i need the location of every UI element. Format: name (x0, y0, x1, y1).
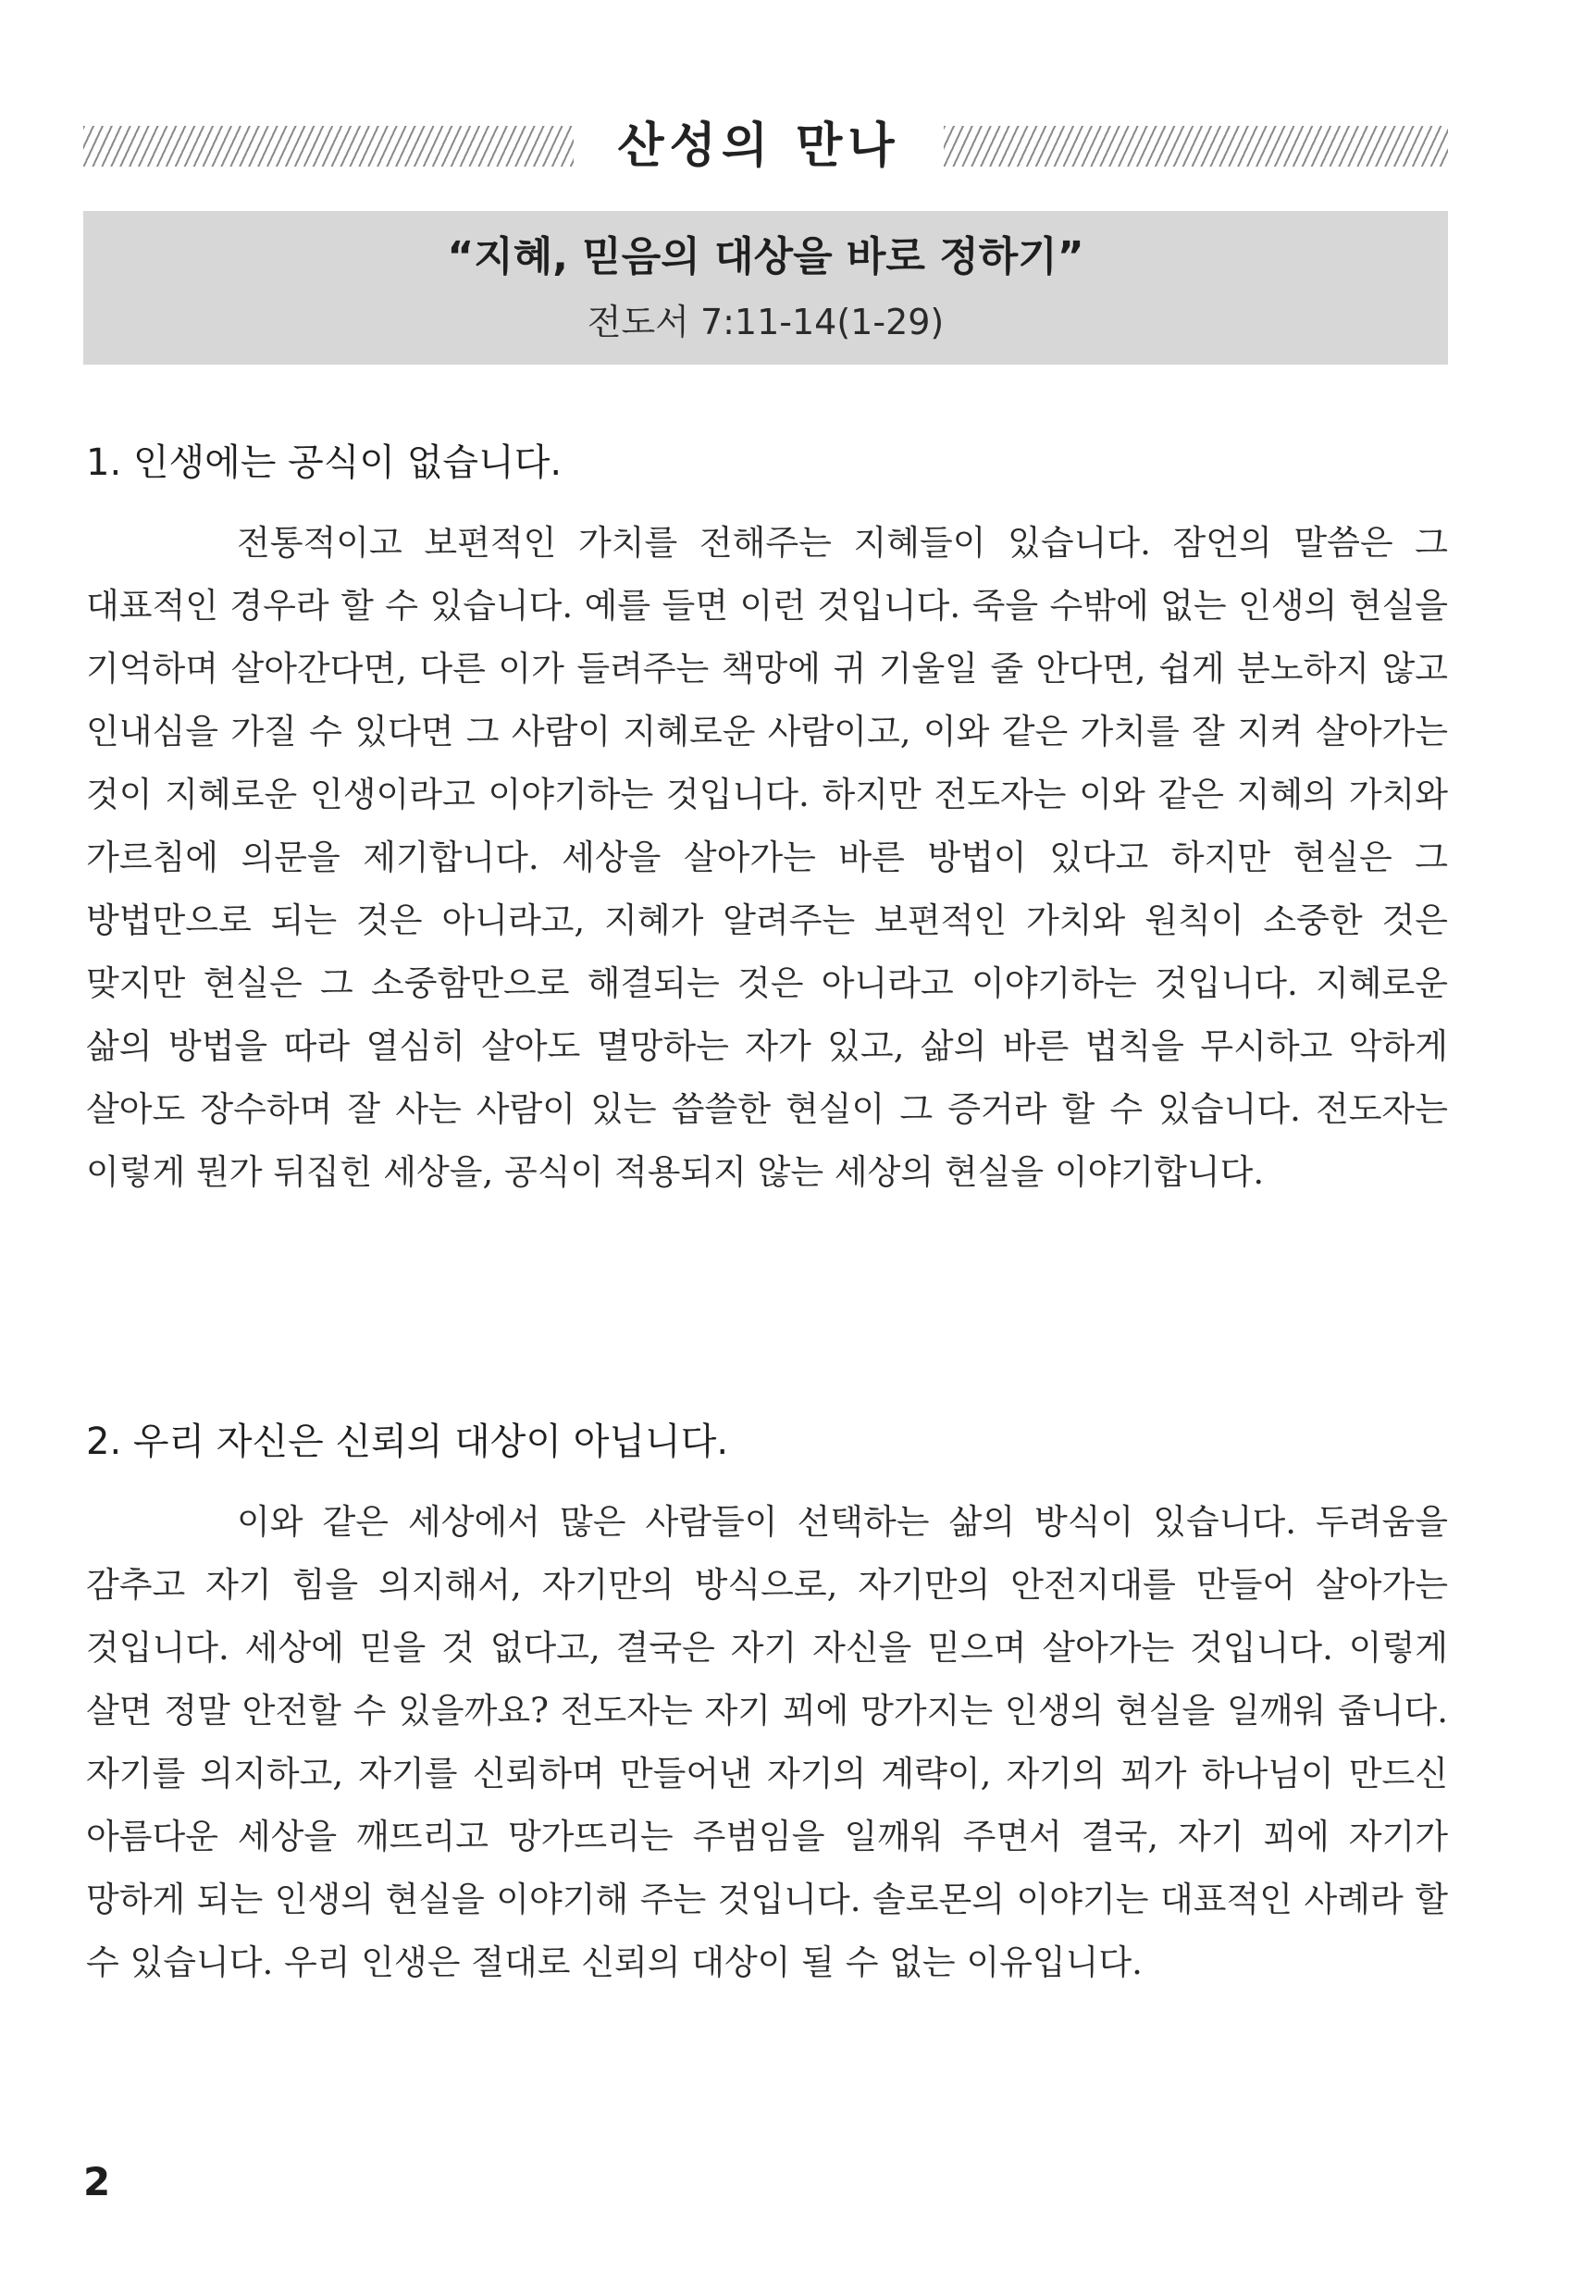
page-number: 2 (83, 2159, 111, 2204)
hatched-bar-right (944, 126, 1448, 167)
section-title: 산성의 만나 (617, 118, 900, 174)
sermon-title-box (83, 211, 1448, 365)
scripture-reference: 전도서 7:11-14(1-29) (587, 302, 945, 342)
section-heading-1: 1. 인생에는 공식이 없습니다. (86, 441, 563, 484)
section-body-1: 전통적이고 보편적인 가치를 전해주는 지혜들이 있습니다. 잠언의 말씀은 그 대표적인 경우라 할 수 있습니다. 예를 들면 이런 것입니다. 죽을 수밖에 없는 인생의 현실을 기억하며 살아간다면, 다른 이가 들려주는 책망에 귀 기울일 줄 안다면, 쉽게 분노하지 않고 인내심을 가질 수 있다면 그 사람이 지혜로운 사람이고, 이와 같은 가치를 잘 지켜 살아가는 것이 지혜로운 인생이라고 이야기하는 것입니다. 하지만 전도자는 이와 같은 지혜의 가치와 가르침에 의문을 제기합니다. 세상을 살아가는 바른 방법이 있다고 하지만 현실은 그 방법만으로 되는 것은 아니라고, 지혜가 알려주는 보편적인 가치와 원칙이 소중한 것은 맞지만 현실은 그 소중함만으로 해결되는 것은 아니라고 이야기하는 것입니다. 지혜로운 삶의 방법을 따라 열심히 살아도 멸망하는 자가 있고, 삶의 바른 법칙을 무시하고 악하게 살아도 장수하며 잘 사는 사람이 있는 씁쓸한 현실이 그 증거라 할 수 있습니다. 전도자는 이렇게 뭔가 뒤집힌 세상을, 공식이 적용되지 않는 세상의 현실을 이야기합니다. (86, 523, 1448, 1192)
sermon-title: “지혜, 믿음의 대상을 바로 정하기” (447, 233, 1084, 280)
section-header (83, 109, 1448, 183)
section-heading-2: 2. 우리 자신은 신뢰의 대상이 아닙니다. (86, 1421, 729, 1463)
hatched-bar-left (83, 126, 574, 167)
section-body-2: 이와 같은 세상에서 많은 사람들이 선택하는 삶의 방식이 있습니다. 두려움을 감추고 자기 힘을 의지해서, 자기만의 방식으로, 자기만의 안전지대를 만들어 살아가는 것입니다. 세상에 믿을 것 없다고, 결국은 자기 자신을 믿으며 살아가는 것입니다. 이렇게 살면 정말 안전할 수 있을까요? 전도자는 자기 꾀에 망가지는 인생의 현실을 일깨워 줍니다. 자기를 의지하고, 자기를 신뢰하며 만들어낸 자기의 계략이, 자기의 꾀가 하나님이 만드신 아름다운 세상을 깨뜨리고 망가뜨리는 주범임을 일깨워 주면서 결국, 자기 꾀에 자기가 망하게 되는 인생의 현실을 이야기해 주는 것입니다. 솔로몬의 이야기는 대표적인 사례라 할 수 있습니다. 우리 인생은 절대로 신뢰의 대상이 될 수 없는 이유입니다. (86, 1502, 1448, 1982)
